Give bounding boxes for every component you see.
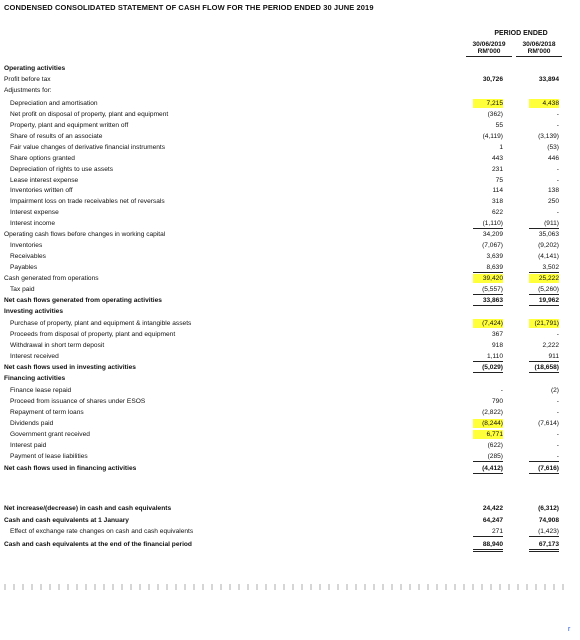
cell-2018 — [515, 464, 559, 474]
row-label: Purchase of property, plant and equipment & intangible assets — [10, 320, 192, 327]
cell-2019 — [459, 476, 503, 485]
value-2018: - — [556, 442, 559, 449]
value-2019: 1 — [499, 144, 503, 151]
cell-2018 — [515, 176, 559, 185]
cell-2019 — [459, 64, 503, 73]
row-label: Interest paid — [10, 442, 47, 449]
cell-2019 — [459, 307, 503, 316]
table-row — [0, 330, 580, 339]
table-row — [0, 296, 580, 305]
row-label: Net cash flows generated from operating activities — [4, 297, 162, 304]
cell-2019 — [459, 319, 503, 328]
cell-2018 — [515, 132, 559, 141]
value-2018: - — [556, 177, 559, 184]
cell-2019 — [459, 99, 503, 108]
cell-2018 — [515, 386, 559, 395]
cell-2018 — [515, 397, 559, 406]
row-label: Proceeds from disposal of property, plant and equipment — [10, 331, 176, 338]
value-2019: 55 — [495, 122, 503, 129]
table-row — [0, 341, 580, 350]
value-2019: (4,412) — [473, 464, 503, 474]
row-label: Interest income — [10, 220, 56, 227]
table-row — [0, 121, 580, 130]
cell-2018 — [515, 230, 559, 239]
value-2019: 918 — [491, 342, 503, 349]
value-2019: 75 — [495, 177, 503, 184]
table-row — [0, 476, 580, 485]
value-2019: (7,067) — [482, 242, 503, 249]
row-label: Operating cash flows before changes in working capital — [4, 231, 166, 238]
value-2018: (53) — [547, 144, 559, 151]
value-2019: 39,420 — [473, 274, 503, 283]
value-2019: 1,110 — [473, 352, 503, 362]
value-2018: 250 — [547, 198, 559, 205]
row-label: Receivables — [10, 253, 46, 260]
row-label: Cash and cash equivalents at 1 January — [4, 517, 129, 524]
value-2019: (362) — [487, 111, 503, 118]
cell-2019 — [459, 408, 503, 417]
value-2018: - — [556, 122, 559, 129]
row-label: Lease interest expense — [10, 177, 79, 184]
column-header-2019 — [466, 41, 512, 57]
cell-2019 — [459, 330, 503, 339]
table-row — [0, 540, 580, 549]
table-row — [0, 165, 580, 174]
value-2019: (8,244) — [473, 419, 503, 428]
value-2018: 911 — [529, 352, 559, 362]
cell-2019 — [459, 197, 503, 206]
cell-2019 — [459, 341, 503, 350]
table-row — [0, 110, 580, 119]
row-label: Proceed from issuance of shares under ESOS — [10, 398, 146, 405]
value-2019: 64,247 — [482, 517, 503, 524]
table-row — [0, 307, 580, 316]
cell-2019 — [459, 241, 503, 250]
table-row — [0, 252, 580, 261]
value-2018: (7,616) — [529, 464, 559, 474]
row-label: Investing activities — [4, 308, 63, 315]
table-row — [0, 419, 580, 428]
cell-2019 — [459, 527, 503, 537]
value-2018: 67,173 — [529, 540, 559, 552]
cell-2018 — [515, 352, 559, 362]
cell-2018 — [515, 419, 559, 428]
value-2019: (7,424) — [473, 319, 503, 328]
cell-2018 — [515, 452, 559, 462]
cell-2019 — [459, 397, 503, 406]
cell-2019 — [459, 504, 503, 513]
value-2018: - — [529, 452, 559, 462]
cell-2018 — [515, 430, 559, 439]
value-2018: (2) — [550, 387, 559, 394]
cell-2019 — [459, 296, 503, 306]
cell-2019 — [459, 430, 503, 439]
value-2018: - — [556, 209, 559, 216]
value-2019: (4,119) — [482, 133, 503, 140]
value-2019: - — [500, 387, 503, 394]
cell-2018 — [515, 154, 559, 163]
table-row — [0, 86, 580, 95]
table-row — [0, 230, 580, 239]
row-label: Profit before tax — [4, 76, 51, 83]
value-2019: 24,422 — [482, 505, 503, 512]
value-2019: (5,029) — [473, 363, 503, 373]
cell-2018 — [515, 86, 559, 95]
value-2018: 138 — [547, 187, 559, 194]
table-row — [0, 464, 580, 473]
value-2019: (2,822) — [482, 409, 503, 416]
statement-title: CONDENSED CONSOLIDATED STATEMENT OF CASH FLOW FOR THE PERIOD ENDED 30 JUNE 2019 — [4, 3, 374, 12]
row-label: Government grant received — [10, 431, 90, 438]
value-2018: (1,423) — [529, 527, 559, 537]
value-2019: 622 — [491, 209, 503, 216]
row-label: Inventories — [10, 242, 43, 249]
cell-2018 — [515, 341, 559, 350]
cell-2018 — [515, 307, 559, 316]
table-row — [0, 352, 580, 361]
value-2018: - — [556, 166, 559, 173]
row-label: Net cash flows used in financing activities — [4, 465, 137, 472]
table-row — [0, 441, 580, 450]
row-label: Dividends paid — [10, 420, 54, 427]
table-row — [0, 527, 580, 536]
value-2019: 30,726 — [482, 76, 503, 83]
cell-2018 — [515, 219, 559, 229]
value-2018: (6,312) — [538, 505, 559, 512]
table-row — [0, 452, 580, 461]
value-2018: - — [556, 111, 559, 118]
corner-mark: r — [568, 626, 571, 633]
cell-2018 — [515, 186, 559, 195]
cell-2018 — [515, 110, 559, 119]
table-row — [0, 504, 580, 513]
table-row — [0, 397, 580, 406]
value-2019: 318 — [491, 198, 503, 205]
value-2018: 19,962 — [529, 296, 559, 306]
table-row — [0, 132, 580, 141]
cell-2018 — [515, 476, 559, 485]
row-label: Tax paid — [10, 286, 35, 293]
value-2018: 446 — [547, 155, 559, 162]
value-2018: (18,658) — [529, 363, 559, 373]
table-row — [0, 285, 580, 294]
value-2018: - — [556, 431, 559, 438]
cut-off-footer-text — [4, 584, 564, 590]
cell-2019 — [459, 419, 503, 428]
table-row — [0, 219, 580, 228]
row-label: Withdrawal in short term deposit — [10, 342, 105, 349]
cell-2018 — [515, 274, 559, 283]
row-label: Repayment of term loans — [10, 409, 84, 416]
row-label: Net profit on disposal of property, plant and equipment — [10, 111, 169, 118]
table-row — [0, 430, 580, 439]
value-2018: 2,222 — [542, 342, 559, 349]
cell-2018 — [515, 75, 559, 84]
value-2019: 6,771 — [473, 430, 503, 439]
value-2019: 367 — [491, 331, 503, 338]
table-row — [0, 143, 580, 152]
cell-2019 — [459, 452, 503, 462]
period-header: PERIOD ENDED — [494, 30, 548, 37]
cell-2019 — [459, 285, 503, 295]
value-2018: - — [556, 409, 559, 416]
table-row — [0, 516, 580, 525]
value-2018: (3,139) — [538, 133, 559, 140]
cell-2018 — [515, 408, 559, 417]
cell-2019 — [459, 230, 503, 239]
table-row — [0, 263, 580, 272]
value-2019: 114 — [492, 187, 503, 194]
cell-2019 — [459, 86, 503, 95]
value-2018: (4,141) — [538, 253, 559, 260]
row-label: Net cash flows used in investing activities — [4, 364, 136, 371]
row-label: Net increase/(decrease) in cash and cash equivalents — [4, 505, 172, 512]
cell-2019 — [459, 352, 503, 362]
value-2018: 3,502 — [529, 263, 559, 273]
row-label: Payables — [10, 264, 38, 271]
cell-2018 — [515, 99, 559, 108]
value-2019: 7,215 — [473, 99, 503, 108]
cell-2019 — [459, 176, 503, 185]
row-label: Impairment loss on trade receivables net of reversals — [10, 198, 165, 205]
cell-2018 — [515, 516, 559, 525]
row-label: Operating activities — [4, 65, 66, 72]
cell-2018 — [515, 121, 559, 130]
value-2018: (7,614) — [538, 420, 559, 427]
cell-2018 — [515, 527, 559, 537]
value-2019: (1,110) — [473, 219, 503, 229]
cell-2018 — [515, 197, 559, 206]
cell-2019 — [459, 363, 503, 373]
cell-2018 — [515, 296, 559, 306]
cell-2019 — [459, 252, 503, 261]
cell-2019 — [459, 208, 503, 217]
table-row — [0, 176, 580, 185]
table-row — [0, 374, 580, 383]
value-2019: 790 — [491, 398, 503, 405]
cell-2019 — [459, 75, 503, 84]
cell-2018 — [515, 319, 559, 328]
cell-2019 — [459, 165, 503, 174]
table-row — [0, 186, 580, 195]
row-label: Adjustments for: — [4, 87, 52, 94]
value-2019: 33,863 — [473, 296, 503, 306]
value-2019: 34,209 — [482, 231, 503, 238]
cell-2018 — [515, 241, 559, 250]
value-2018: 4,438 — [529, 99, 559, 108]
table-row — [0, 154, 580, 163]
cell-2019 — [459, 263, 503, 273]
value-2018: (5,260) — [529, 285, 559, 295]
value-2019: (5,557) — [473, 285, 503, 295]
table-row — [0, 363, 580, 372]
value-2018: 25,222 — [529, 274, 559, 283]
table-row — [0, 241, 580, 250]
cell-2018 — [515, 504, 559, 513]
row-label: Share of results of an associate — [10, 133, 103, 140]
row-label: Payment of lease liabilities — [10, 453, 88, 460]
value-2019: 271 — [473, 527, 503, 537]
table-row — [0, 197, 580, 206]
row-label: Interest expense — [10, 209, 59, 216]
value-2019: 8,639 — [473, 263, 503, 273]
value-2019: 443 — [491, 155, 503, 162]
cell-2018 — [515, 64, 559, 73]
cell-2018 — [515, 252, 559, 261]
cell-2019 — [459, 274, 503, 283]
cell-2019 — [459, 516, 503, 525]
row-label: Interest received — [10, 353, 59, 360]
cell-2019 — [459, 154, 503, 163]
row-label: Cash and cash equivalents at the end of the financial period — [4, 541, 192, 548]
value-2019: 88,940 — [473, 540, 503, 552]
cell-2019 — [459, 441, 503, 450]
row-label: Property, plant and equipment written off — [10, 122, 129, 129]
cell-2019 — [459, 374, 503, 383]
column-unit: RM'000 — [466, 48, 512, 57]
cell-2018 — [515, 285, 559, 295]
row-label: Effect of exchange rate changes on cash and cash equivalents — [10, 528, 194, 535]
cell-2018 — [515, 263, 559, 273]
value-2019: (622) — [487, 442, 503, 449]
cell-2019 — [459, 219, 503, 229]
row-label: Depreciation of rights to use assets — [10, 166, 113, 173]
value-2018: (9,202) — [538, 242, 559, 249]
cell-2018 — [515, 165, 559, 174]
cell-2019 — [459, 143, 503, 152]
value-2018: 33,894 — [538, 76, 559, 83]
row-label: Share options granted — [10, 155, 75, 162]
cell-2019 — [459, 464, 503, 474]
table-row — [0, 75, 580, 84]
row-label: Inventories written off — [10, 187, 73, 194]
table-row — [0, 408, 580, 417]
row-label: Depreciation and amortisation — [10, 100, 98, 107]
column-date: 30/06/2018 — [522, 41, 556, 48]
cell-2018 — [515, 143, 559, 152]
value-2018: - — [556, 398, 559, 405]
cell-2018 — [515, 441, 559, 450]
value-2018: (21,791) — [529, 319, 559, 328]
cell-2019 — [459, 121, 503, 130]
value-2018: 35,063 — [538, 231, 559, 238]
cell-2019 — [459, 110, 503, 119]
value-2018: 74,908 — [538, 517, 559, 524]
value-2019: 231 — [491, 166, 503, 173]
row-label: Cash generated from operations — [4, 275, 99, 282]
column-header-2018 — [516, 41, 562, 57]
table-row — [0, 274, 580, 283]
row-label: Financing activities — [4, 375, 66, 382]
value-2018: - — [556, 331, 559, 338]
table-row — [0, 208, 580, 217]
value-2019: 3,639 — [486, 253, 503, 260]
table-row — [0, 319, 580, 328]
column-date: 30/06/2019 — [472, 41, 506, 48]
cell-2019 — [459, 132, 503, 141]
cell-2019 — [459, 540, 503, 552]
value-2018: (911) — [529, 219, 559, 229]
cell-2019 — [459, 186, 503, 195]
cell-2018 — [515, 330, 559, 339]
cell-2018 — [515, 540, 559, 552]
row-label: Fair value changes of derivative financial instruments — [10, 144, 166, 151]
cell-2018 — [515, 208, 559, 217]
table-row — [0, 99, 580, 108]
cell-2018 — [515, 374, 559, 383]
column-unit: RM'000 — [516, 48, 562, 57]
value-2019: (285) — [473, 452, 503, 462]
table-row — [0, 386, 580, 395]
cell-2019 — [459, 386, 503, 395]
table-row — [0, 64, 580, 73]
cell-2018 — [515, 363, 559, 373]
row-label: Finance lease repaid — [10, 387, 72, 394]
